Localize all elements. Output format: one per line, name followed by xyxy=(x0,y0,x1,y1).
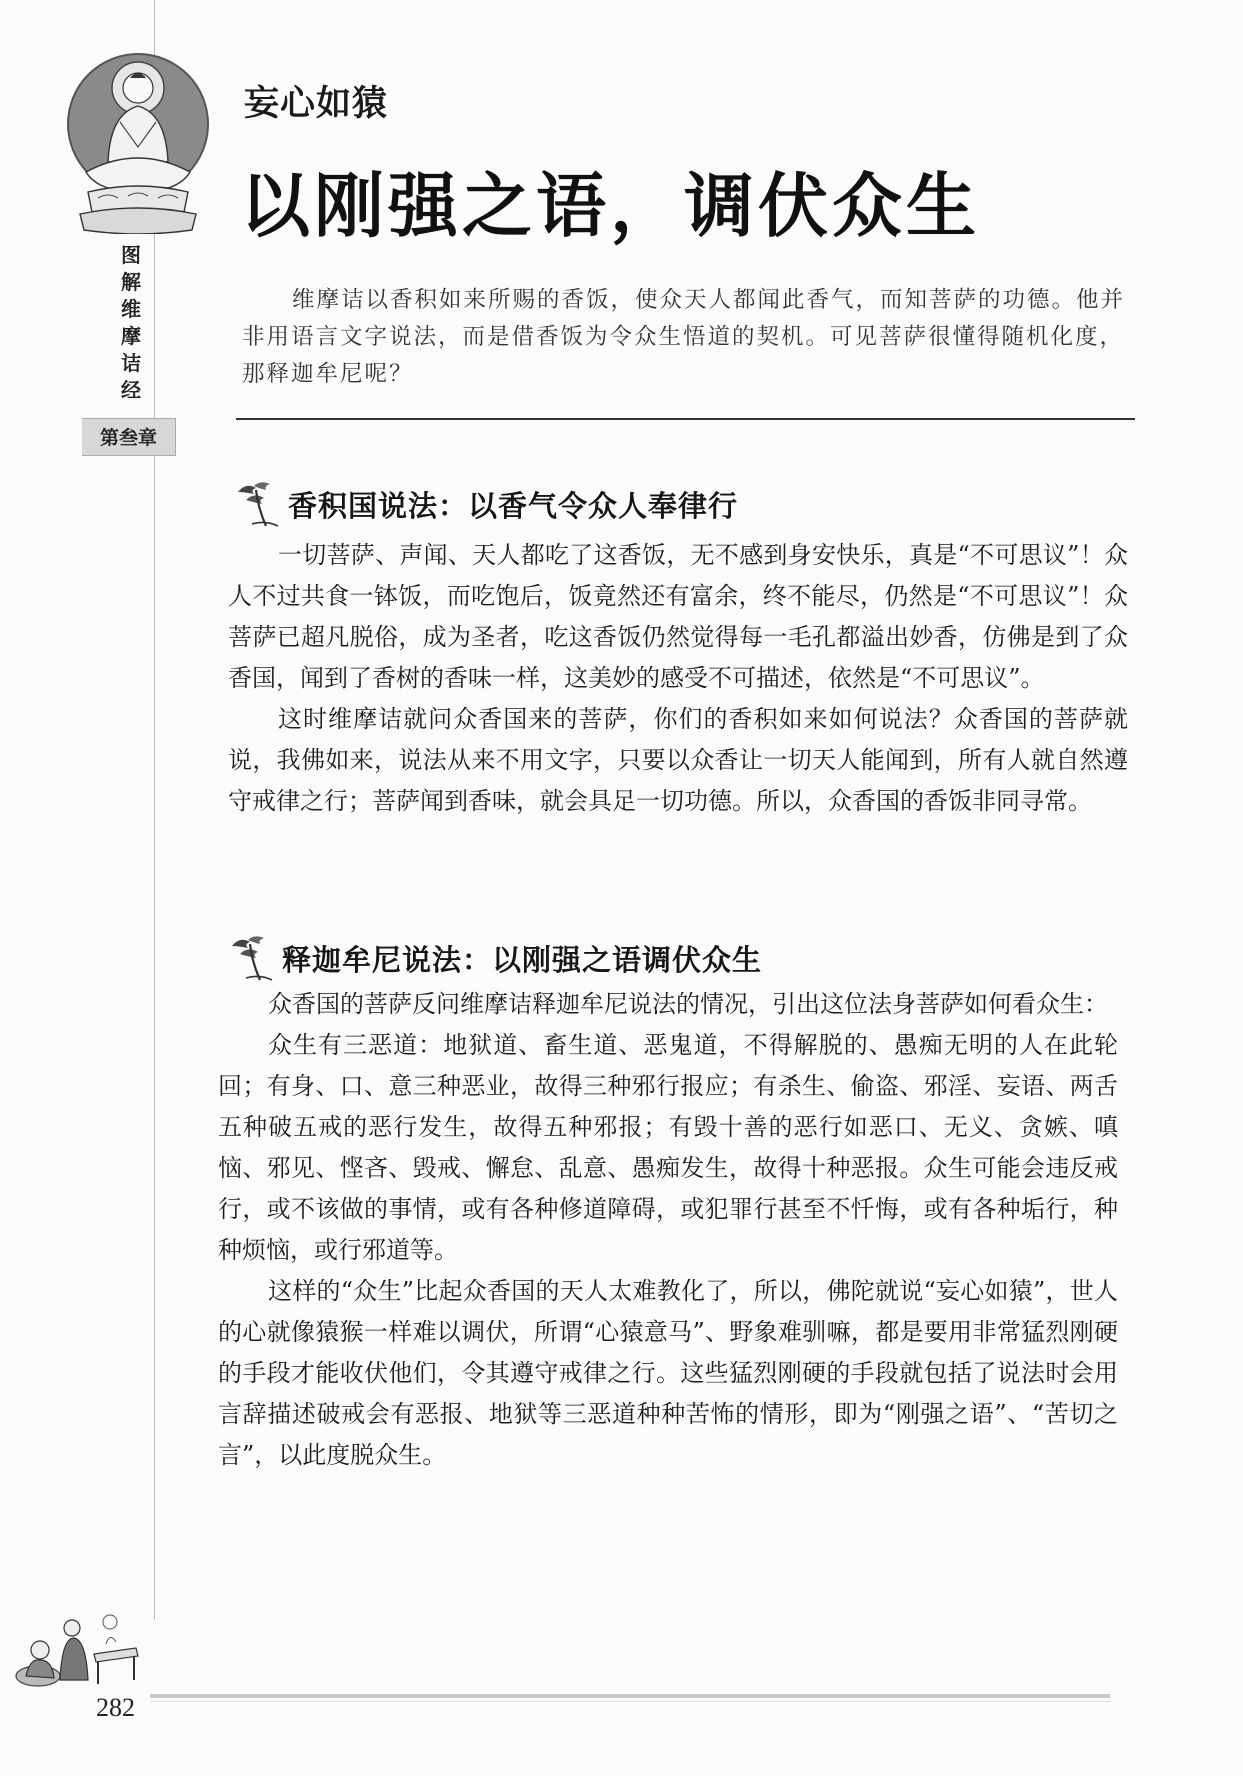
pine-tree-icon xyxy=(226,932,274,984)
scholars-illustration xyxy=(10,1598,150,1693)
section-body xyxy=(228,535,1128,822)
body-paragraph: 众生有三恶道：地狱道、畜生道、恶鬼道，不得解脱的、愚痴无明的人在此轮回；有身、口、意三种恶业，故得三种邪行报应；有杀生、偷盗、邪淫、妄语、两舌五种破五戒的恶行发生，故得五种邪报；有毁十善的恶行如恶口、无义、贪嫉、嗔恼、邪见、悭吝、毁戒、懈怠、乱意、愚痴发生，故得十种恶报。众生可能会违反戒行，或不该做的事情，或有各种修道障碍，或犯罪行甚至不忏悔，或有各种垢行，种种烦恼，或行邪道等。 xyxy=(218,1031,1118,1264)
pine-tree-icon xyxy=(232,478,280,530)
body-paragraph: 这时维摩诘就问众香国来的菩萨，你们的香积如来如何说法？众香国的菩萨就说，我佛如来，说法从来不用文字，只要以众香让一切天人能闻到，所有人就自然遵守戒律之行；菩萨闻到香味，就会具足一切功德。所以，众香国的香饭非同寻常。 xyxy=(228,705,1128,815)
intro-paragraph: 维摩诘以香积如来所赐的香饭，使众天人都闻此香气，而知菩萨的功德。他并非用语言文字说法，而是借香饭为令众生悟道的契机。可见菩萨很懂得随机化度，那释迦牟尼呢？ xyxy=(242,287,1126,387)
body-paragraph: 这样的“众生”比起众香国的天人太难教化了，所以，佛陀就说“妄心如猿”，世人的心就像猿猴一样难以调伏，所谓“心猿意马”、野象难驯嘛，都是要用非常猛烈刚硬的手段才能收伏他们，令其遵守戒律之行。这些猛烈刚硬的手段就包括了说法时会用言辞描述破戒会有恶报、地狱等三恶道种种苦怖的情形，即为“刚强之语”、“苦切之言”，以此度脱众生。 xyxy=(218,1277,1118,1469)
body-paragraph: 一切菩萨、声闻、天人都吃了这香饭，无不感到身安快乐，真是“不可思议”！众人不过共食一钵饭，而吃饱后，饭竟然还有富余，终不能尽，仍然是“不可思议”！众菩萨已超凡脱俗，成为圣者，吃这香饭仍然觉得每一毛孔都溢出妙香，仿佛是到了众香国，闻到了香树的香味一样，这美妙的感受不可描述，依然是“不可思议”。 xyxy=(228,541,1128,692)
intro-divider xyxy=(236,418,1135,420)
margin-rule xyxy=(154,0,155,1620)
book-title-vertical xyxy=(111,242,151,404)
section-body xyxy=(218,984,1118,1476)
buddha-illustration xyxy=(58,52,218,234)
book-title-char: 图 xyxy=(121,243,141,267)
book-title-char: 经 xyxy=(121,378,141,402)
body-paragraph: 众香国的菩萨反问维摩诘释迦牟尼说法的情况，引出这位法身菩萨如何看众生： xyxy=(268,990,1108,1018)
book-title-char: 解 xyxy=(121,270,141,294)
book-title-char: 诘 xyxy=(121,351,141,375)
book-title-char: 摩 xyxy=(121,324,141,348)
page-title: 以刚强之语，调伏众生 xyxy=(240,165,980,247)
footer-divider xyxy=(150,1694,1110,1698)
book-title-char: 维 xyxy=(121,297,141,321)
section-heading xyxy=(226,932,762,984)
section-heading-text: 香积国说法：以香气令众人奉律行 xyxy=(288,488,739,523)
page-kicker: 妄心如猿 xyxy=(244,84,389,124)
section-heading xyxy=(232,478,738,530)
section-heading-text: 释迦牟尼说法：以刚强之语调伏众生 xyxy=(282,942,763,977)
chapter-label: 第叁章 xyxy=(82,418,176,456)
footer-divider-thin xyxy=(150,1701,1110,1702)
page-number: 282 xyxy=(96,1693,135,1722)
